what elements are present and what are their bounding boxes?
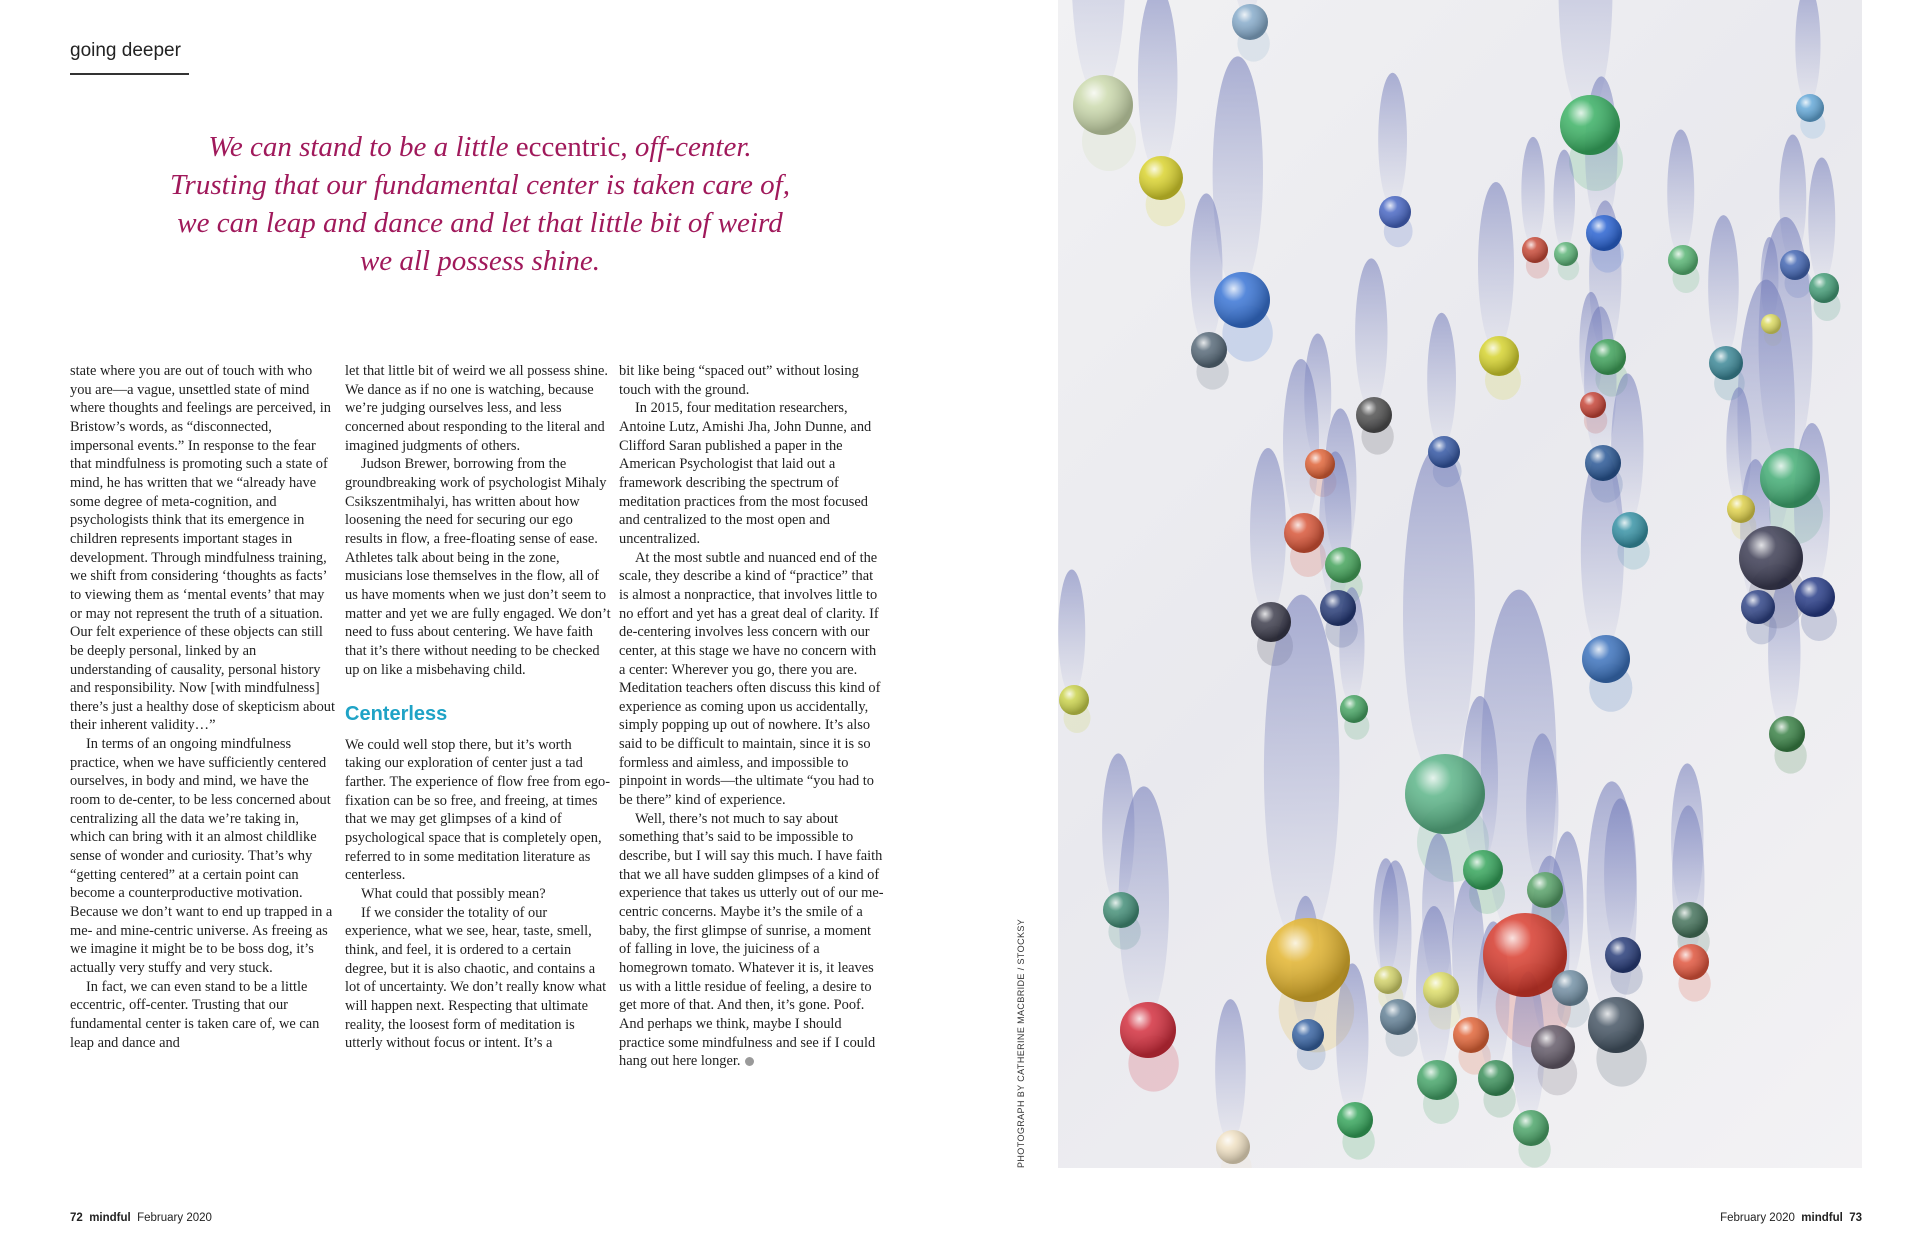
marble-highlight: [1796, 94, 1824, 122]
issue-date-left: February 2020: [137, 1212, 212, 1224]
marble-shadow: [1378, 73, 1407, 207]
marble-shadow: [1708, 215, 1739, 358]
marble-highlight: [1423, 972, 1459, 1008]
marble-highlight: [1739, 526, 1803, 590]
marble-shadow: [1667, 130, 1694, 256]
marble-shadow: [1795, 0, 1820, 104]
marble-highlight: [1374, 966, 1402, 994]
pull-quote: [170, 128, 790, 280]
marble-highlight: [1059, 685, 1089, 715]
marble-shadow: [1336, 963, 1368, 1114]
marble-highlight: [1709, 346, 1743, 380]
marble-highlight: [1478, 1060, 1514, 1096]
marble-shadow: [1521, 137, 1544, 246]
marble-highlight: [1232, 4, 1268, 40]
magazine-name-left: mindful: [89, 1212, 131, 1224]
paragraph-final: Well, there’s not much to say about something that’s said to be impossible to describe, but I will say this much. I have faith that we all have sudden glimpses of a kind of experience that takes us utterly out of our me-centric concerns. Maybe it’s the smile of a baby, the first glimpse of sunrise, a moment of falling in love, the juiciness of a homegrown tomato. Whatever it is, it leaves us with a little residue of feeling, a desire to get more of that. And then, it’s gone. Poof. And perhaps we think, maybe I should practice some mindfulness and see if I could hang out here longer.: [619, 810, 884, 1070]
paragraph: If we consider the totality of our experience, what we see, hear, taste, smell, think, and feel, it is ordered to a certain degree, but it is also chaotic, and contains a lot of uncertainty. We don’t really know what will happen next. Respecting that ultimate reality, the loosest form of meditation is utterly without focus or intent. It’s a: [345, 904, 607, 1052]
marble-highlight: [1379, 196, 1411, 228]
article-column-3: [619, 362, 885, 1071]
marble-highlight: [1612, 512, 1648, 548]
marble-highlight: [1292, 1019, 1324, 1051]
marble-highlight: [1780, 250, 1810, 280]
marble-highlight: [1214, 272, 1270, 328]
marble-highlight: [1266, 918, 1350, 1002]
marble-shadow: [1138, 0, 1178, 171]
marble-highlight: [1554, 242, 1578, 266]
marble-highlight: [1320, 590, 1356, 626]
page-number-right: 73: [1849, 1212, 1862, 1224]
marble-shadow: [1190, 193, 1222, 344]
marble-highlight: [1605, 937, 1641, 973]
magazine-name-right: mindful: [1801, 1212, 1843, 1224]
folio-right: [1720, 1212, 1862, 1224]
marble-highlight: [1356, 397, 1392, 433]
marble-highlight: [1073, 75, 1133, 135]
marble-highlight: [1417, 1060, 1457, 1100]
marble-highlight: [1325, 547, 1361, 583]
folio-left: [70, 1212, 212, 1224]
marble-highlight: [1672, 902, 1708, 938]
marble-highlight: [1585, 445, 1621, 481]
marble-highlight: [1531, 1025, 1575, 1069]
marble-highlight: [1527, 872, 1563, 908]
marble-highlight: [1103, 892, 1139, 928]
marble-shadow: [1250, 448, 1286, 616]
pull-quote-emphasis: eccentric,: [515, 131, 628, 163]
marble-highlight: [1191, 332, 1227, 368]
marble-highlight: [1668, 245, 1698, 275]
marble-shadow: [1808, 158, 1835, 284]
marble-highlight: [1673, 944, 1709, 980]
photo-credit: PHOTOGRAPH BY CATHERINE MACBRIDE / STOCKSY: [1016, 918, 1026, 1168]
marble-shadow: [1403, 446, 1475, 782]
marble-highlight: [1337, 1102, 1373, 1138]
marble-shadow: [1058, 570, 1085, 696]
marbles-photograph: [1058, 0, 1862, 1168]
marble-shadow: [1478, 182, 1514, 350]
marble-highlight: [1380, 999, 1416, 1035]
marble-shadow: [1355, 258, 1387, 409]
marble-highlight: [1139, 156, 1183, 200]
marble-highlight: [1453, 1017, 1489, 1053]
page-number-left: 72: [70, 1212, 83, 1224]
section-rule: [70, 73, 189, 75]
marble-highlight: [1727, 495, 1755, 523]
paragraph: state where you are out of touch with who you are—a vague, unsettled state of mind where thoughts and feelings are perceived, in Bristow’s words, as “disconnected, impersonal events.” In response to the fear that mindfulness is promoting such a state of mind, he has written that we “already have some degree of meta-cognition, and psychologists think that its emergence in children represents important stages in development. Through mindfulness training, we shift from considering ‘thoughts as facts’ to viewing them as ‘mental events’ that may or may not represent the truth of a situation. Our felt experience of these objects can still be deeply personal, linked by an understanding of causality, personal history and responsibility. Now [with mindfulness] there’s just a healthy dose of skepticism about their inherent validity…”: [70, 363, 335, 734]
paragraph: In fact, we can even stand to be a little eccentric, off-center. Trusting that our fundamental center is taken care of, we can leap and dance and: [70, 978, 320, 1051]
marble-highlight: [1761, 314, 1781, 334]
marble-highlight: [1582, 635, 1630, 683]
marble-highlight: [1760, 448, 1820, 508]
marble-highlight: [1586, 215, 1622, 251]
marble-highlight: [1741, 590, 1775, 624]
marble-highlight: [1513, 1110, 1549, 1146]
marble-highlight: [1251, 602, 1291, 642]
marble-highlight: [1580, 392, 1606, 418]
marble-highlight: [1479, 336, 1519, 376]
marble-shadow: [1215, 999, 1246, 1142]
marble-highlight: [1522, 237, 1548, 263]
marbles-illustration: [1058, 0, 1862, 1168]
marble-highlight: [1769, 716, 1805, 752]
article-column-2: [345, 362, 611, 1053]
marble-highlight: [1560, 95, 1620, 155]
marble-highlight: [1795, 577, 1835, 617]
marble-highlight: [1216, 1130, 1250, 1164]
marble-shadow: [1587, 781, 1637, 1016]
paragraph: We could well stop there, but it’s worth taking our exploration of center just a tad farther. The experience of flow free from ego-fixation can be so free, and freeing, at times that we may get glimpses of a kind of psychological space that is completely open, referred to in some meditation literature as centerless.: [345, 736, 611, 884]
marble-shadow: [1553, 150, 1575, 251]
marble-highlight: [1284, 513, 1324, 553]
marble-shadow: [1264, 595, 1340, 948]
marble-highlight: [1428, 436, 1460, 468]
subheading: Centerless: [345, 703, 448, 726]
marble-highlight: [1340, 695, 1368, 723]
paragraph: What could that possibly mean?: [361, 886, 546, 903]
paragraph: At the most subtle and nuanced end of the scale, they describe a kind of “practice” that is almost a nonpractice, that involves little to no effort and yet has a great deal of clarity. If de-centering involves less concern with our center, at this stage we have no concern with a center: Wherever you go, there you are. Meditation teachers often discuss this kind of experience as coming upon us accidentally, simply popping up out of nowhere. It’s also said to be difficult to maintain, since it is so formless and aimless, and impossible to pinpoint in words—the ultimate “you had to be there” kind of experience.: [619, 549, 881, 809]
marble-highlight: [1405, 754, 1485, 834]
paragraph: Judson Brewer, borrowing from the groundbreaking work of psychologist Mihaly Csikszentmihalyi, has written about how loosening the need for securing our ego results in flow, a free-floating sense of ease. Athletes talk about being in the zone, musicians lose themselves in the flow, all of us have moments when we just don’t seem to matter and yet we are fully engaged. We don’t need to fuss about centering. We have faith that it’s there without needing to be checked up on like a misbehaving child.: [345, 456, 611, 678]
marble-highlight: [1590, 339, 1626, 375]
marble-highlight: [1463, 850, 1503, 890]
paragraph: bit like being “spaced out” without losing touch with the ground.: [619, 363, 859, 398]
paragraph: In 2015, four meditation researchers, Antoine Lutz, Amishi Jha, John Dunne, and Clifford Saran published a paper in the American Psychologist that laid out a framework describing the spectrum of meditation practices from the most focused and centralized to the most open and uncentralized.: [619, 400, 872, 547]
paragraph: In terms of an ongoing mindfulness practice, when we have sufficiently centered ourselves, in body and mind, we have the room to de-center, to be less concerned about centralizing all the data we’re taking in, which can bring with it an almost childlike sense of wonder and curiosity. That’s why “getting centered” at a certain point can become a counterproductive motivation. Because we don’t want to end up trapped in a me- and mine-centric universe. As freeing as we imagine it might be to be boss dog, it’s actually very stuffy and very stuck.: [70, 736, 333, 976]
pull-quote-part-1: We can stand to be a little: [208, 131, 516, 163]
marble-shadow: [1427, 313, 1456, 447]
marble-shadow: [1283, 359, 1319, 527]
issue-date-right: February 2020: [1720, 1212, 1795, 1224]
section-label: going deeper: [70, 40, 181, 61]
paragraph: let that little bit of weird we all possess shine. We dance as if no one is watching, because we’re judging ourselves less, and less concerned about responding to the literal and imagined judgments of others.: [345, 363, 608, 454]
article-column-1: [70, 362, 336, 1052]
marble-shadow: [1373, 858, 1398, 976]
marble-highlight: [1305, 449, 1335, 479]
marble-shadow: [1671, 763, 1703, 914]
marble-highlight: [1552, 970, 1588, 1006]
marble-highlight: [1809, 273, 1839, 303]
marble-highlight: [1588, 997, 1644, 1053]
marble-highlight: [1120, 1002, 1176, 1058]
pull-quote-part-3: off-center. Trusting that our fundamental center is taken care of, we can leap and dance and let that little bit of weird we all possess shine.: [170, 131, 790, 277]
